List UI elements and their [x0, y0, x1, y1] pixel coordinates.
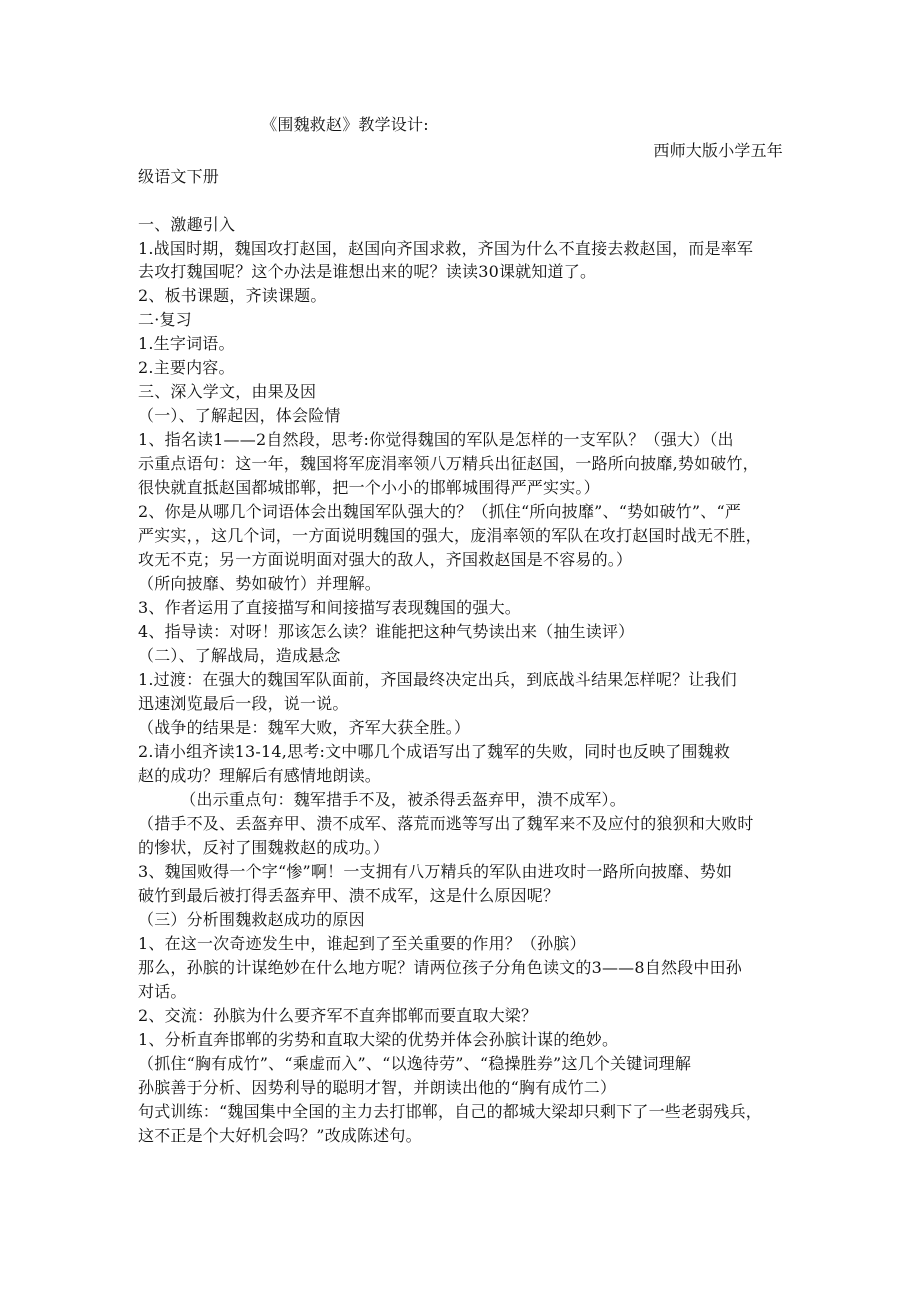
document-subtitle-line-2: 级语文下册: [138, 167, 220, 186]
text-line: 示重点语句：这一年，魏国将军庞涓率领八万精兵出征赵国，一路所向披靡,势如破竹，: [138, 454, 759, 473]
text-line: 一、激趣引入: [138, 215, 236, 234]
text-line: 二·复习: [138, 310, 192, 329]
text-line: 很快就直抵赵国都城邯郸，把一个小小的邯郸城围得严严实实。）: [138, 478, 600, 497]
text-line: 赵的成功？理解后有感情地朗读。: [138, 766, 382, 785]
text-line: 攻无不克；另一方面说明面对强大的敌人，齐国救赵国是不容易的。）: [138, 550, 633, 569]
text-line: 破竹到最后被打得丢盔弃甲、溃不成军，这是什么原因呢？: [138, 886, 560, 905]
text-line: （三）分析围魏救赵成功的原因: [138, 910, 365, 929]
text-line: 3、作者运用了直接描写和间接描写表现魏国的强大。: [138, 598, 521, 617]
text-line: 严实实，，这几个词，一方面说明魏国的强大，庞涓率领的军队在攻打赵国时战无不胜，: [138, 526, 762, 545]
text-line: 2、板书课题，齐读课题。: [138, 286, 327, 305]
document-title: 《围魏救赵》教学设计:: [261, 115, 429, 134]
text-line: （二）、了解战局，造成悬念: [138, 646, 341, 665]
text-line: 2.主要内容。: [138, 358, 235, 377]
text-line: 1.生字词语。: [138, 334, 235, 353]
text-line: 1、在这一次奇迹发生中，谁起到了至关重要的作用？（孙膑）: [138, 934, 586, 953]
text-line: 1、指名读1——2自然段，思考:你觉得魏国的军队是怎样的一支军队？（强大）（出: [138, 430, 734, 449]
text-line: 1.过渡：在强大的魏国军队面前，齐国最终决定出兵，到底战斗结果怎样呢？让我们: [138, 670, 737, 689]
text-line: （措手不及、丢盔弃甲、溃不成军、落荒而逃等写出了魏军来不及应付的狼狈和大败时: [138, 814, 754, 833]
text-line: 孙膑善于分析、因势利导的聪明才智，并朗读出他的“胸有成竹二）: [138, 1078, 617, 1097]
text-line: 的惨状，反衬了围魏救赵的成功。）: [138, 838, 390, 857]
text-line: 1.战国时期，魏国攻打赵国，赵国向齐国求救，齐国为什么不直接去救赵国，而是率军: [138, 239, 754, 258]
text-line: 4、指导读：对呀！那该怎么读？谁能把这种气势读出来（抽生读评）: [138, 622, 635, 641]
text-line: 那么，孙膑的计谋绝妙在什么地方呢？请两位孩子分角色读文的3——8自然段中田孙: [138, 958, 742, 977]
text-line: （战争的结果是：魏军大败，齐军大获全胜。）: [138, 718, 471, 737]
text-line: 去攻打魏国呢？这个办法是谁想出来的呢？读读30课就知道了。: [138, 262, 597, 281]
text-line: （抓住“胸有成竹”、“乘虚而入”、“以逸待劳”、“稳操胜券”这几个关键词理解: [138, 1054, 692, 1073]
text-line: （出示重点句：魏军措手不及，被杀得丢盔弃甲，溃不成军）。: [138, 790, 626, 809]
text-line: 2、你是从哪几个词语体会出魏国军队强大的？（抓住“所向披靡”、“势如破竹”、“严: [138, 502, 742, 521]
text-line: 2、交流：孙膑为什么要齐军不直奔邯郸而要直取大梁？: [138, 1006, 538, 1025]
text-line: （一）、了解起因，体会险情: [138, 406, 341, 425]
text-line: 迅速浏览最后一段，说一说。: [138, 694, 349, 713]
text-line: （所向披靡、势如破竹）并理解。: [138, 574, 382, 593]
text-line: 这不正是个大好机会吗？”改成陈述句。: [138, 1126, 422, 1145]
text-line: 1、分析直奔邯郸的劣势和直取大梁的优势并体会孙膑计谋的绝妙。: [138, 1030, 619, 1049]
text-line: 2.请小组齐读13-14,思考:文中哪几个成语写出了魏军的失败，同时也反映了围魏救: [138, 742, 731, 761]
text-line: 三、深入学文，由果及因: [138, 382, 317, 401]
text-line: 对话。: [138, 982, 187, 1001]
text-line: 3、魏国败得一个字“惨”啊！一支拥有八万精兵的军队由进攻时一路所向披靡、势如: [138, 862, 733, 881]
document-subtitle-line-1: 西师大版小学五年: [653, 141, 783, 160]
text-line: 句式训练：“魏国集中全国的主力去打邯郸，自己的都城大梁却只剩下了一些老弱残兵，: [138, 1102, 762, 1121]
